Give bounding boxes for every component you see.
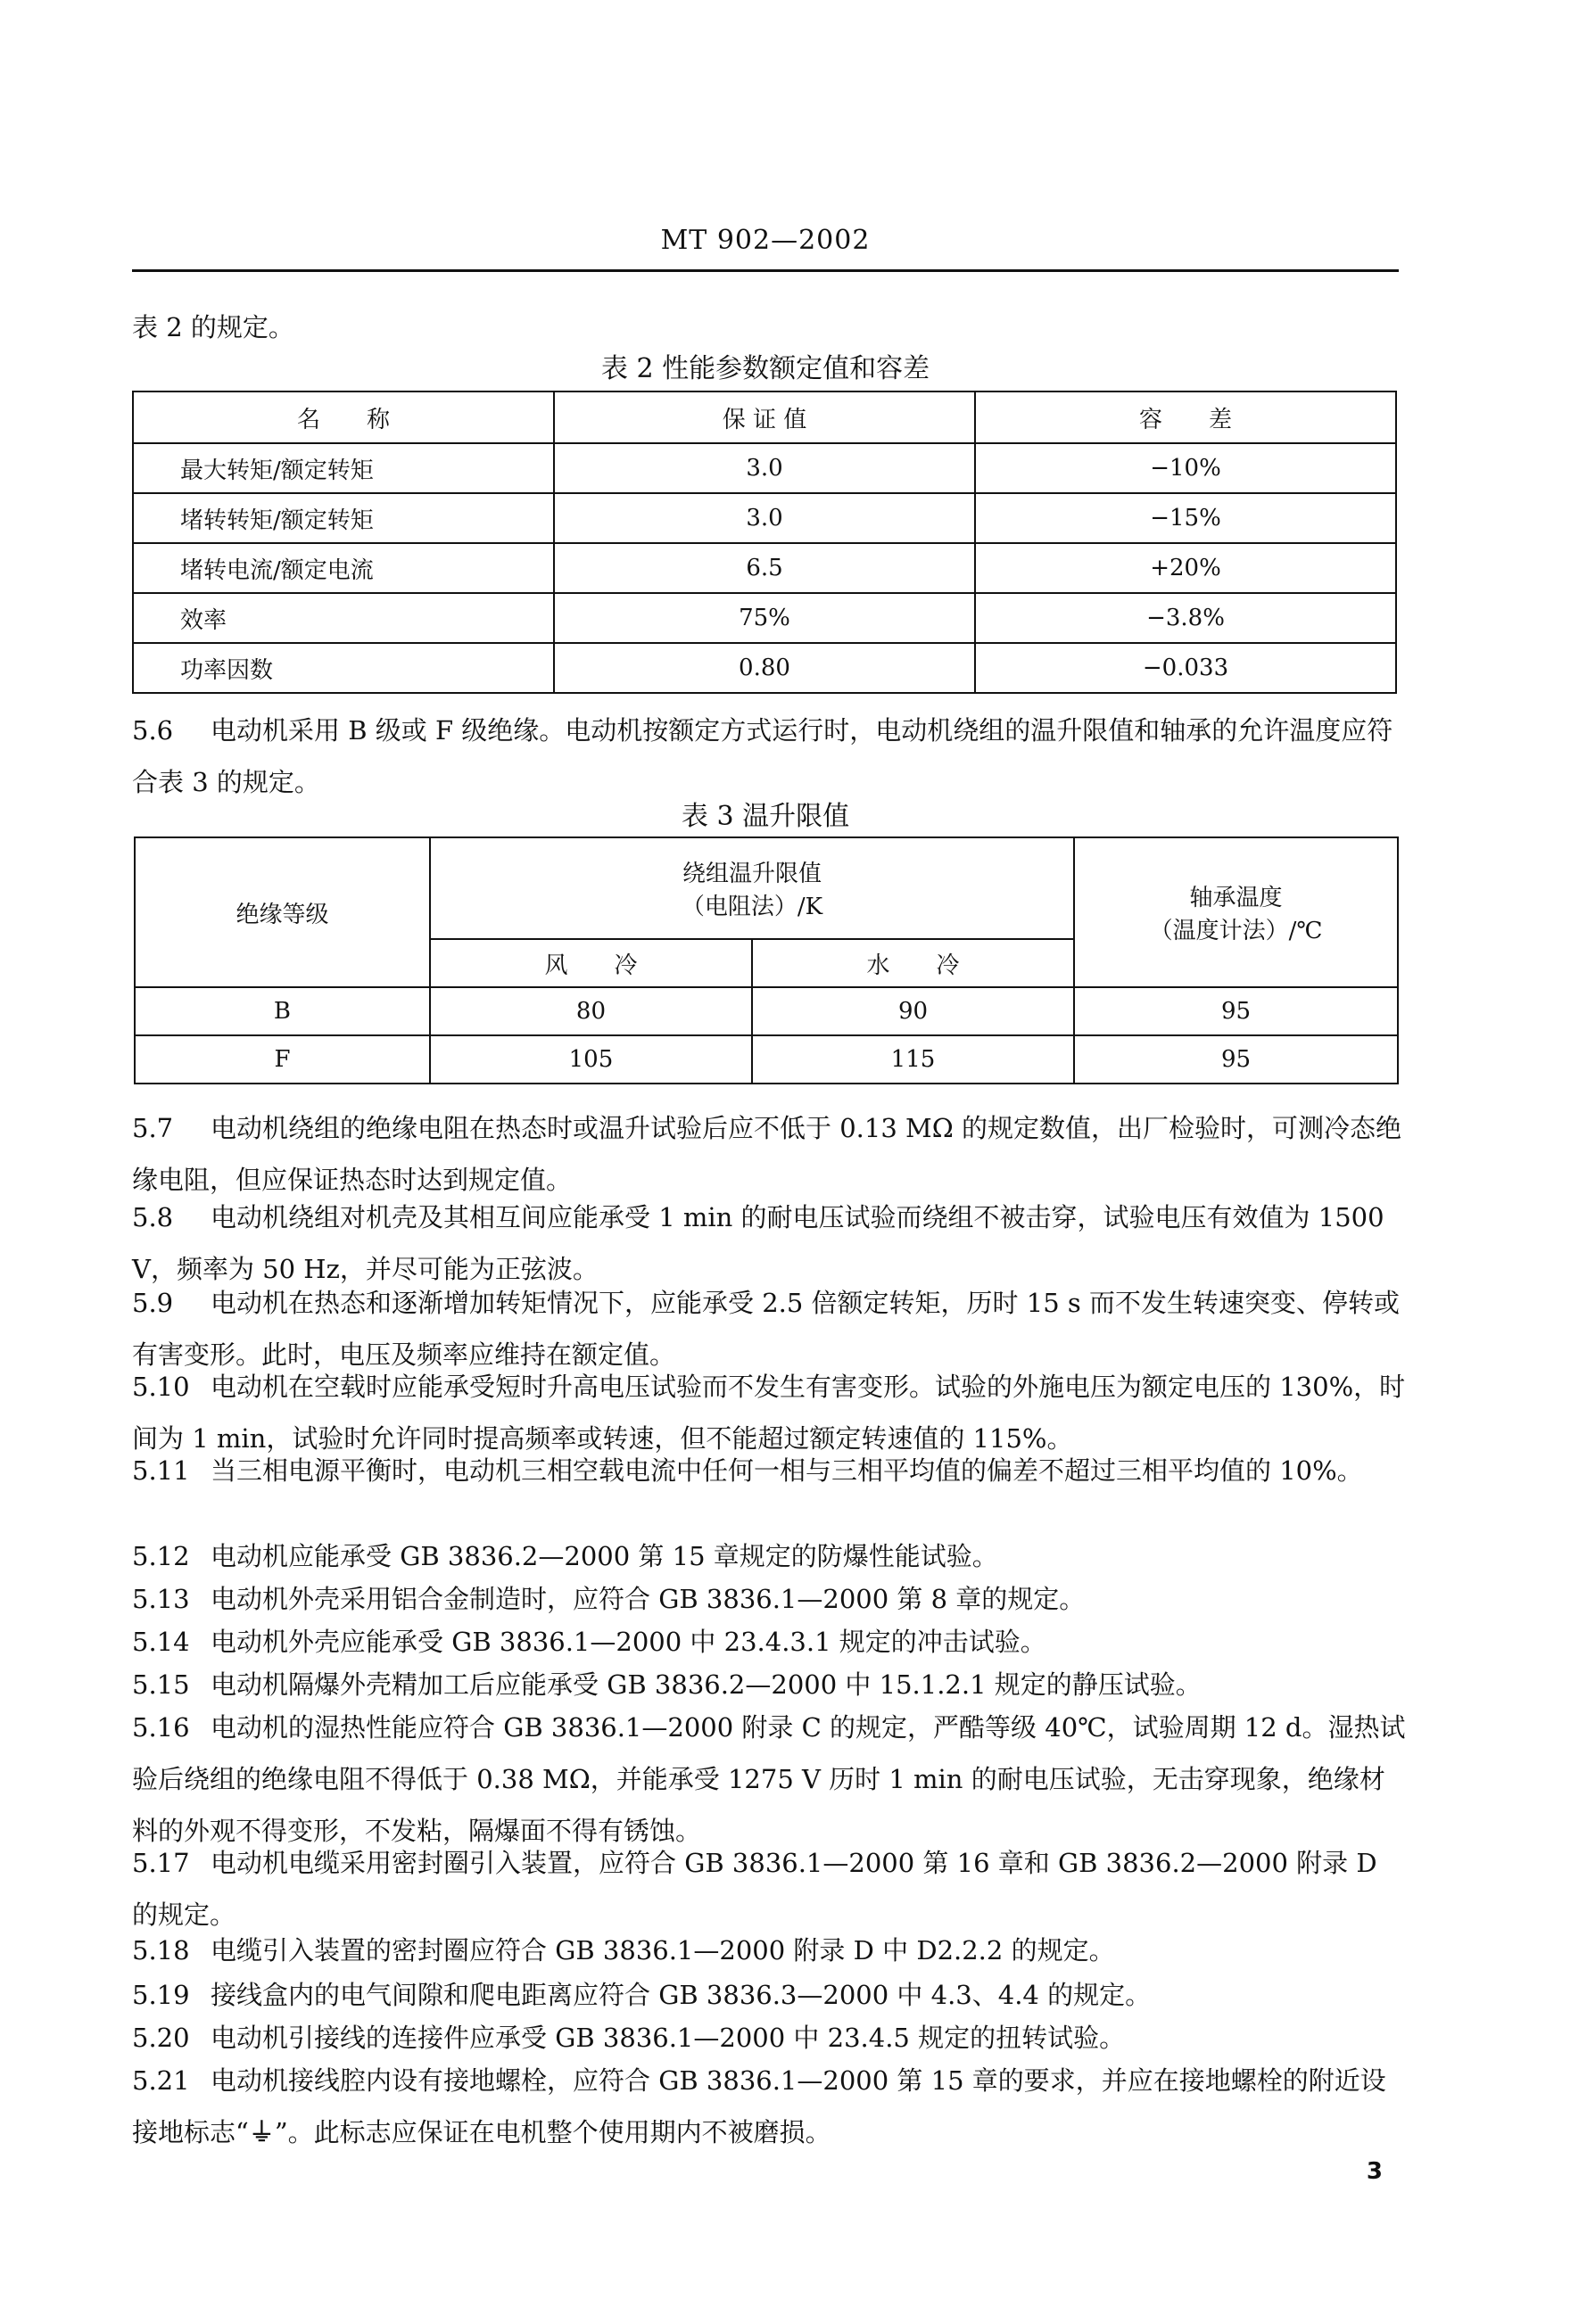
section-5-6: [132, 705, 1409, 808]
intro-text: 表 2 的规定。: [132, 312, 294, 342]
section-text: 电动机在空载时应能承受短时升高电压试验而不发生有害变形。试验的外施电压为额定电压的 130%，时间为 1 min，试验时允许同时提高频率或转速，但不能超过额定转速值的 115%。: [132, 1372, 1406, 1454]
table-cell: −15%: [975, 493, 1396, 543]
section-number: 5.12: [132, 1541, 190, 1571]
table-cell: 90: [752, 987, 1074, 1035]
winding-line2: （电阻法）/K: [681, 894, 823, 920]
section-5-21: [132, 2055, 1409, 2158]
bearing-line1: 轴承温度: [1189, 885, 1283, 911]
table-row: [133, 593, 1396, 643]
table-row: [135, 987, 1398, 1035]
table-cell: 115: [752, 1035, 1074, 1084]
section-number: 5.6: [132, 715, 174, 746]
section-number: 5.16: [132, 1712, 190, 1743]
table-row: [133, 493, 1396, 543]
table-cell: 堵转转矩/额定转矩: [133, 493, 554, 543]
table2-header-guarantee: 保 证 值: [554, 391, 975, 443]
section-text: 电缆引入装置的密封圈应符合 GB 3836.1—2000 附录 D 中 D2.2.2 的规定。: [211, 1935, 1115, 1966]
section-number: 5.10: [132, 1372, 190, 1402]
section-text: 电动机绕组的绝缘电阻在热态时或温升试验后应不低于 0.13 MΩ 的规定数值，出厂检验时，可测冷态绝缘电阻，但应保证热态时达到规定值。: [132, 1113, 1401, 1195]
section-text: 电动机的湿热性能应符合 GB 3836.1—2000 附录 C 的规定，严酷等级 40℃，试验周期 12 d。湿热试验后绕组的绝缘电阻不得低于 0.38 MΩ，并能承受 1275 V 历时 1 min 的耐电压试验，无击穿现象，绝缘材料的外观不得变形，不发粘，隔爆面不得有锈蚀。: [132, 1712, 1406, 1846]
standard-header: MT 902—2002: [660, 225, 871, 256]
section-number: 5.7: [132, 1113, 174, 1143]
ground-symbol-icon: ⏚: [248, 2117, 275, 2147]
table2-header-name: 名 称: [133, 391, 554, 443]
page-number: 3: [1366, 2158, 1383, 2185]
section-number: 5.17: [132, 1848, 190, 1878]
section-text: 电动机接线腔内设有接地螺栓，应符合 GB 3836.1—2000 第 15 章的要求，并应在接地螺栓的附近设接地标志“: [132, 2065, 1386, 2147]
table-cell: −0.033: [975, 643, 1396, 693]
section-number: 5.20: [132, 2023, 190, 2053]
section-text: 电动机绕组对机壳及其相互间应能承受 1 min 的耐电压试验而绕组不被击穿，试验电压有效值为 1500 V，频率为 50 Hz，并尽可能为正弦波。: [132, 1202, 1384, 1284]
table-cell: 95: [1074, 987, 1398, 1035]
section-text: 电动机在热态和逐渐增加转矩情况下，应能承受 2.5 倍额定转矩，历时 15 s 而不发生转速突变、停转或有害变形。此时，电压及频率应维持在额定值。: [132, 1288, 1400, 1370]
table2-header-tolerance: 容 差: [975, 391, 1396, 443]
section-number: 5.21: [132, 2065, 190, 2096]
section-text: 电动机引接线的连接件应承受 GB 3836.1—2000 中 23.4.5 规定的扭转试验。: [211, 2023, 1126, 2053]
table-cell: −3.8%: [975, 593, 1396, 643]
section-number: 5.18: [132, 1935, 190, 1966]
table-cell: 3.0: [554, 443, 975, 493]
section-text: 电动机外壳采用铝合金制造时，应符合 GB 3836.1—2000 第 8 章的规定。: [211, 1584, 1086, 1614]
table-cell: 0.80: [554, 643, 975, 693]
table-cell: 效率: [133, 593, 554, 643]
section-number: 5.15: [132, 1669, 190, 1700]
table-row: [133, 643, 1396, 693]
section-number: 5.9: [132, 1288, 174, 1318]
table-row: [133, 543, 1396, 593]
table3-header-bearing: [1074, 837, 1398, 987]
section-5-16: [132, 1702, 1409, 1857]
section-number: 5.13: [132, 1584, 190, 1614]
table-cell: 最大转矩/额定转矩: [133, 443, 554, 493]
section-5-7: [132, 1102, 1409, 1206]
table2-caption: 表 2 性能参数额定值和容差: [600, 353, 930, 384]
section-number: 5.14: [132, 1627, 190, 1657]
section-text: 电动机采用 B 级或 F 级绝缘。电动机按额定方式运行时，电动机绕组的温升限值和轴承的允许温度应符合表 3 的规定。: [132, 715, 1393, 797]
section-text: 电动机电缆采用密封圈引入装置，应符合 GB 3836.1—2000 第 16 章和 GB 3836.2—2000 附录 D 的规定。: [132, 1848, 1377, 1930]
table-cell: 75%: [554, 593, 975, 643]
table-cell: −10%: [975, 443, 1396, 493]
table3-caption: 表 3 温升限值: [681, 801, 850, 832]
section-5-11: [132, 1445, 1409, 1496]
table-cell: 105: [430, 1035, 752, 1084]
table-cell: 95: [1074, 1035, 1398, 1084]
section-text: 电动机隔爆外壳精加工后应能承受 GB 3836.2—2000 中 15.1.2.1 规定的静压试验。: [211, 1669, 1202, 1700]
table3-subheader-water: 水 冷: [752, 939, 1074, 987]
bearing-line2: （温度计法）/℃: [1149, 918, 1323, 944]
section-text: 电动机应能承受 GB 3836.2—2000 第 15 章规定的防爆性能试验。: [211, 1541, 998, 1571]
temperature-rise-table: [134, 836, 1399, 1084]
winding-line1: 绕组温升限值: [682, 861, 822, 887]
table-cell: 3.0: [554, 493, 975, 543]
section-text: 当三相电源平衡时，电动机三相空载电流中任何一相与三相平均值的偏差不超过三相平均值的 10%。: [211, 1455, 1363, 1486]
table-cell: 堵转电流/额定电流: [133, 543, 554, 593]
section-number: 5.8: [132, 1202, 174, 1232]
table-cell: +20%: [975, 543, 1396, 593]
table3-header-winding: [430, 837, 1074, 939]
section-text: 接线盒内的电气间隙和爬电距离应符合 GB 3836.3—2000 中 4.3、4.4 的规定。: [211, 1980, 1152, 2010]
table-cell: F: [135, 1035, 430, 1084]
table-cell: B: [135, 987, 430, 1035]
section-text: 电动机外壳应能承受 GB 3836.1—2000 中 23.4.3.1 规定的冲击试验。: [211, 1627, 1046, 1657]
table-cell: 80: [430, 987, 752, 1035]
section-text-end: ”。此标志应保证在电机整个使用期内不被磨损。: [274, 2117, 831, 2147]
performance-table: [132, 391, 1397, 694]
table-row: [133, 443, 1396, 493]
section-number: 5.19: [132, 1980, 190, 2010]
table-cell: 6.5: [554, 543, 975, 593]
table3-header-insulation: 绝缘等级: [135, 837, 430, 987]
section-number: 5.11: [132, 1455, 190, 1486]
table-cell: 功率因数: [133, 643, 554, 693]
table-row: [135, 1035, 1398, 1084]
header-rule: [132, 269, 1399, 272]
table3-subheader-air: 风 冷: [430, 939, 752, 987]
